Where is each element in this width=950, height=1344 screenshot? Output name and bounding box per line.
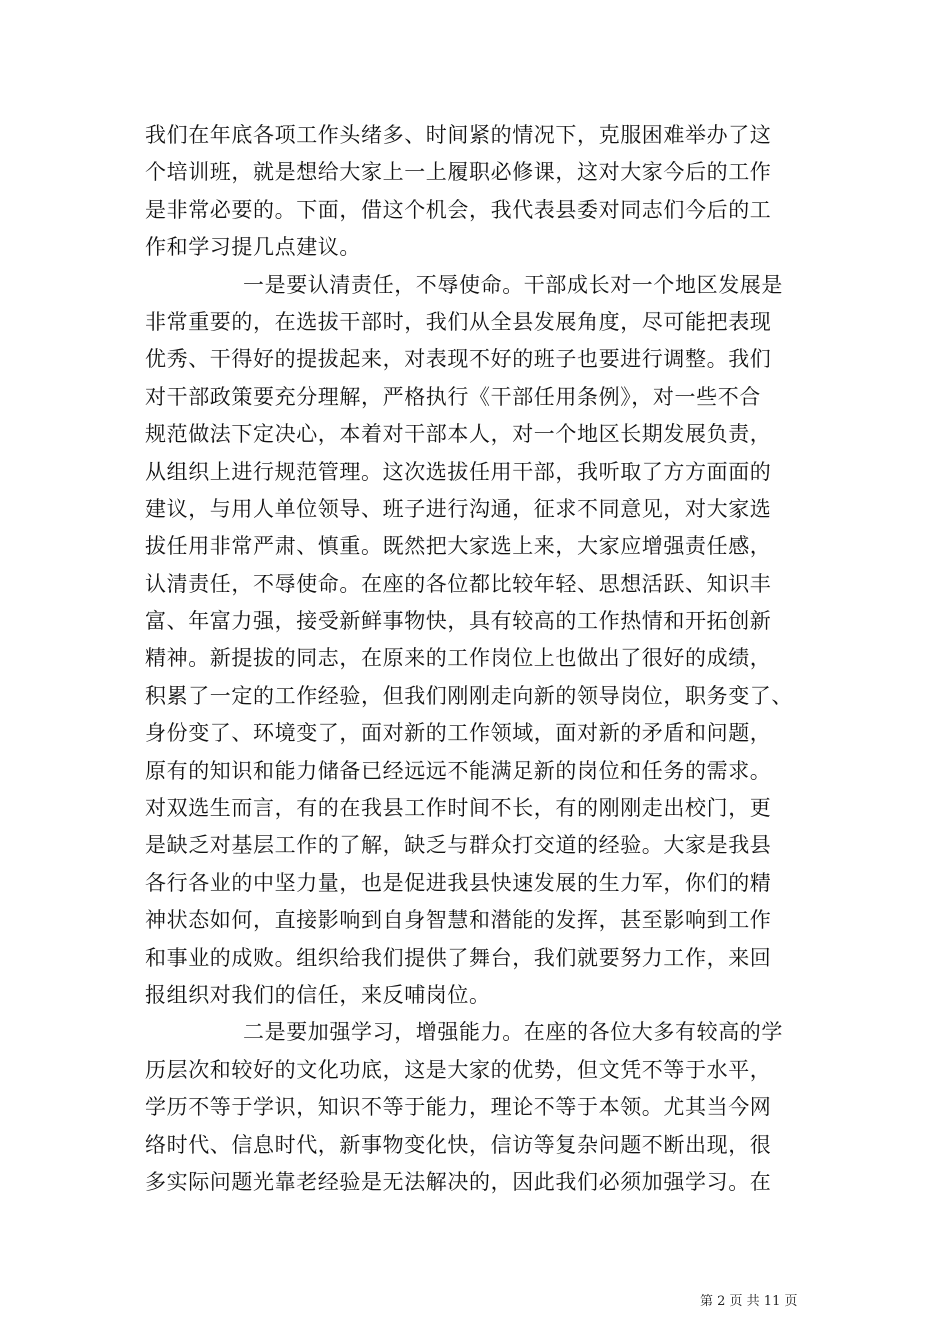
text-line: 作和学习提几点建议。: [145, 235, 361, 260]
text-line: 对干部政策要充分理解，严格执行《干部任用条例》，对一些不合: [145, 384, 761, 409]
text-line: 精神。新提拔的同志，在原来的工作岗位上也做出了很好的成绩，: [145, 646, 772, 671]
text-line: 身份变了、环境变了，面对新的工作领域，面对新的矛盾和问题，: [145, 721, 772, 746]
text-line: 络时代、信息时代，新事物变化快，信访等复杂问题不断出现，很: [145, 1132, 772, 1157]
text-line: 从组织上进行规范管理。这次选拔任用干部，我听取了方方面面的: [145, 459, 772, 484]
page-number-footer: 第 2 页 共 11 页: [700, 1294, 798, 1309]
text-line: 是缺乏对基层工作的了解，缺乏与群众打交道的经验。大家是我县: [145, 833, 772, 858]
body-text: [145, 117, 825, 1201]
text-line: 积累了一定的工作经验，但我们刚刚走向新的领导岗位，职务变了、: [145, 683, 793, 708]
text-line: 报组织对我们的信任，来反哺岗位。: [145, 982, 491, 1007]
text-line: 神状态如何，直接影响到自身智慧和潜能的发挥，甚至影响到工作: [145, 908, 772, 933]
text-line: 和事业的成败。组织给我们提供了舞台，我们就要努力工作，来回: [145, 945, 772, 970]
text-line: 规范做法下定决心，本着对干部本人，对一个地区长期发展负责，: [145, 422, 772, 447]
text-line: 各行各业的中坚力量，也是促进我县快速发展的生力军，你们的精: [145, 870, 772, 895]
text-line: 拔任用非常严肃、慎重。既然把大家选上来，大家应增强责任感，: [145, 534, 772, 559]
text-line: 个培训班，就是想给大家上一上履职必修课，这对大家今后的工作: [145, 160, 772, 185]
text-line: 优秀、干得好的提拔起来，对表现不好的班子也要进行调整。我们: [145, 347, 772, 372]
text-line: 是非常必要的。下面，借这个机会，我代表县委对同志们今后的工: [145, 197, 772, 222]
text-line: 对双选生而言，有的在我县工作时间不长，有的刚刚走出校门，更: [145, 796, 772, 821]
text-line: 建议，与用人单位领导、班子进行沟通，征求不同意见，对大家选: [145, 496, 772, 521]
text-line: 认清责任，不辱使命。在座的各位都比较年轻、思想活跃、知识丰: [145, 571, 772, 596]
text-line: 原有的知识和能力储备已经远远不能满足新的岗位和任务的需求。: [145, 758, 772, 783]
text-line: 学历不等于学识，知识不等于能力，理论不等于本领。尤其当今网: [145, 1095, 772, 1120]
paragraph-start-line: 一是要认清责任，不辱使命。干部成长对一个地区发展是: [243, 272, 783, 297]
paragraph-start-line: 二是要加强学习，增强能力。在座的各位大多有较高的学: [243, 1020, 783, 1045]
text-line: 非常重要的，在选拔干部时，我们从全县发展角度，尽可能把表现: [145, 309, 772, 334]
text-line: 我们在年底各项工作头绪多、时间紧的情况下，克服困难举办了这: [145, 123, 772, 147]
text-line: 历层次和较好的文化功底，这是大家的优势，但文凭不等于水平，: [145, 1057, 772, 1082]
text-line: 多实际问题光靠老经验是无法解决的，因此我们必须加强学习。在: [145, 1169, 772, 1194]
text-line: 富、年富力强，接受新鲜事物快，具有较高的工作热情和开拓创新: [145, 609, 772, 634]
